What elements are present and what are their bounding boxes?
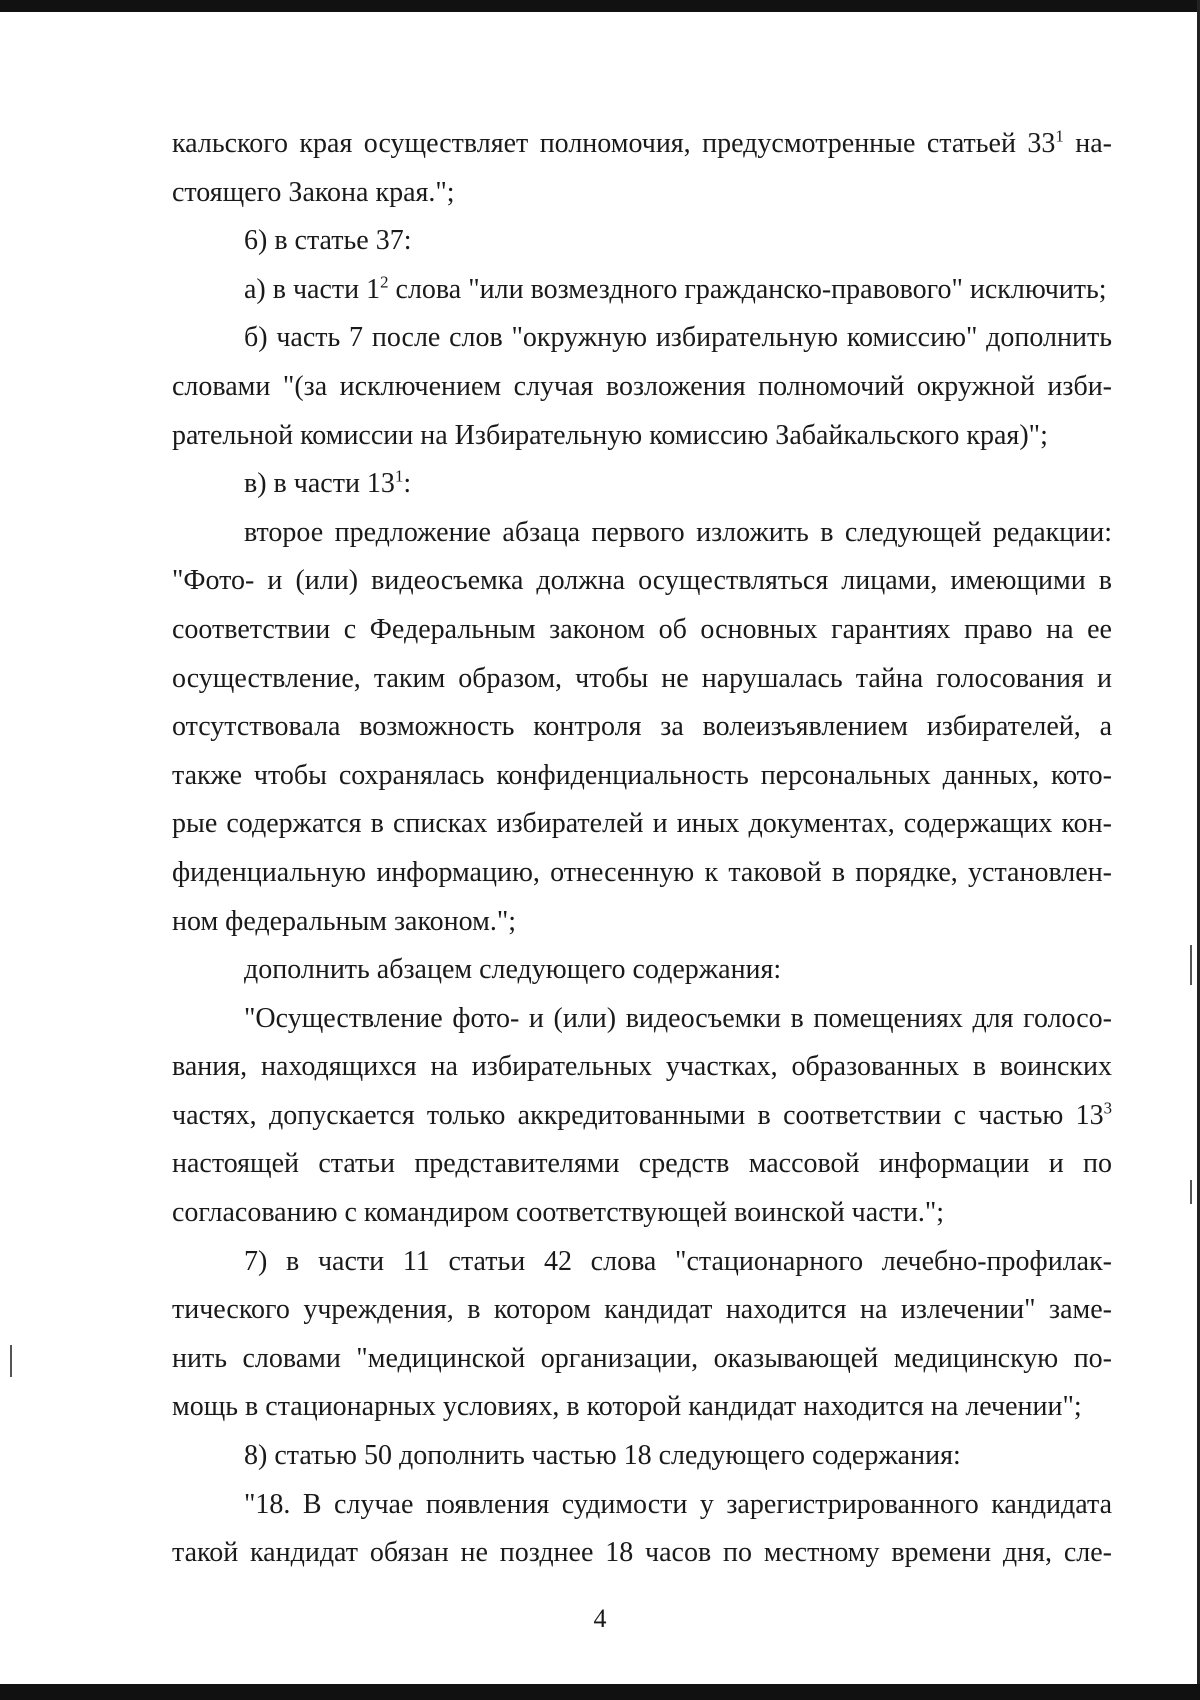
text-line: рые содержатся в списках избирателей и иных документах, содержащих кон- [172,808,1112,840]
text-line: 8) статью 50 дополнить частью 18 следующего содержания: [244,1440,961,1472]
text-line: согласованию с командиром соответствующей воинской части."; [172,1197,945,1229]
text-line: такой кандидат обязан не позднее 18 часов по местному времени дня, сле- [172,1537,1112,1569]
text-line: фиденциальную информацию, отнесенную к таковой в порядке, установлен- [172,856,1112,888]
scan-artifact-mark [1190,945,1192,985]
text-line: мощь в стационарных условиях, в которой кандидат находится на лечении"; [172,1391,1082,1423]
text-line: кальского края осуществляет полномочия, предусмотренные статьей $33^1$ на- [172,126,1112,159]
text-line: "18. В случае появления судимости у зарегистрированного кандидата [244,1488,1112,1520]
text-line: тического учреждения, в котором кандидат находится на излечении" заме- [172,1294,1112,1326]
text-line: вания, находящихся на избирательных участках, образованных в воинских [172,1051,1112,1083]
text-line: второе предложение абзаца первого изложить в следующей редакции: [244,516,1112,548]
text-line: нить словами "медицинской организации, оказывающей медицинскую по- [172,1342,1112,1374]
scan-artifact-mark [10,1345,12,1377]
document-body [172,120,1112,1578]
text-line: "Фото- и (или) видеосъемка должна осуществляться лицами, имеющими в [172,565,1112,597]
text-line: рательной комиссии на Избирательную комиссию Забайкальского края)"; [172,419,1048,451]
text-line: отсутствовала возможность контроля за волеизъявлением избирателей, а [172,711,1112,743]
text-line: ном федеральным законом."; [172,905,517,937]
text-line: также чтобы сохранялась конфиденциальность персональных данных, кото- [172,759,1112,791]
text-line: в) в части $13^1$: [244,466,412,500]
text-line: б) часть 7 после слов "окружную избирательную комиссию" дополнить [244,322,1112,354]
scan-artifact-mark [1190,1180,1192,1204]
text-line: настоящей статьи представителями средств массовой информации и по [172,1148,1112,1180]
text-line: стоящего Закона края."; [172,176,455,208]
text-line: "Осуществление фото- и (или) видеосъемки в помещениях для голосо- [244,1002,1112,1034]
text-line: 7) в части 11 статьи 42 слова "стационарного лечебно-профилак- [244,1245,1112,1277]
text-line: осуществление, таким образом, чтобы не нарушалась тайна голосования и [172,662,1112,694]
page-number: 4 [593,1604,607,1633]
text-line: соответствии с Федеральным законом об основных гарантиях право на ее [172,613,1112,645]
text-line: 6) в статье 37: [244,225,412,257]
scan-edge-top [0,0,1200,12]
text-line: словами "(за исключением случая возложения полномочий окружной изби- [172,370,1112,402]
text-line: частях, допускается только аккредитованными в соответствии с частью $13^3$ [172,1098,1112,1131]
text-line: дополнить абзацем следующего содержания: [244,954,782,986]
text-line: а) в части $1^2$ слова "или возмездного гражданско-правового" исключить; [244,272,1107,305]
scan-edge-bottom [0,1684,1200,1700]
